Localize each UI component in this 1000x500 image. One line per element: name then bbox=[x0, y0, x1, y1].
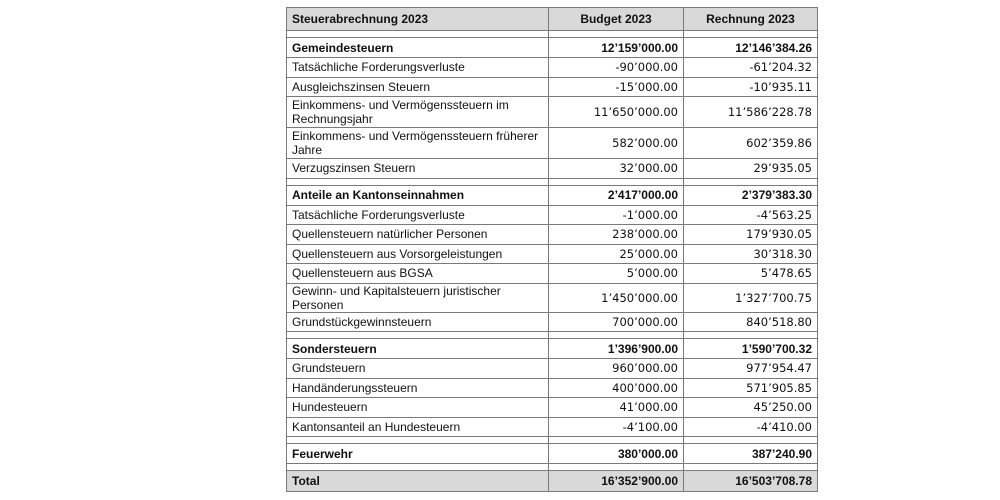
table-row bbox=[287, 417, 818, 437]
spacer-cell bbox=[684, 31, 818, 38]
row-budget: 582’000.00 bbox=[549, 128, 684, 159]
table-row bbox=[287, 312, 818, 332]
row-budget: 1’450’000.00 bbox=[549, 283, 684, 312]
table-row bbox=[287, 58, 818, 78]
group-title: Sondersteuern bbox=[287, 339, 549, 359]
table-body bbox=[287, 31, 818, 492]
header-budget: Budget 2023 bbox=[549, 8, 684, 31]
row-label: Grundsteuern bbox=[287, 359, 549, 379]
spacer-cell bbox=[287, 31, 549, 38]
group-budget: 1’396’900.00 bbox=[549, 339, 684, 359]
table-row bbox=[287, 283, 818, 312]
row-actual: 5’478.65 bbox=[684, 264, 818, 284]
row-budget: -15’000.00 bbox=[549, 77, 684, 97]
row-label: Verzugszinsen Steuern bbox=[287, 159, 549, 179]
spacer-cell bbox=[549, 332, 684, 339]
row-label: Grundstückgewinnsteuern bbox=[287, 312, 549, 332]
table-row bbox=[287, 97, 818, 128]
row-budget: 25’000.00 bbox=[549, 244, 684, 264]
spacer-cell bbox=[684, 178, 818, 185]
row-label: Tatsächliche Forderungsverluste bbox=[287, 205, 549, 225]
row-budget: 41’000.00 bbox=[549, 398, 684, 418]
row-actual: -4’410.00 bbox=[684, 417, 818, 437]
row-budget: -90’000.00 bbox=[549, 58, 684, 78]
group-row bbox=[287, 339, 818, 359]
tax-statement-table bbox=[286, 7, 818, 492]
group-row bbox=[287, 185, 818, 205]
row-actual: 45’250.00 bbox=[684, 398, 818, 418]
row-budget: -4’100.00 bbox=[549, 417, 684, 437]
group-title: Gemeindesteuern bbox=[287, 38, 549, 58]
row-actual: 11’586’228.78 bbox=[684, 97, 818, 128]
row-label: Quellensteuern aus Vorsorgeleistungen bbox=[287, 244, 549, 264]
table-row bbox=[287, 378, 818, 398]
group-row bbox=[287, 444, 818, 464]
spacer-cell bbox=[287, 332, 549, 339]
table-row bbox=[287, 264, 818, 284]
row-budget: 32’000.00 bbox=[549, 159, 684, 179]
row-actual: -61’204.32 bbox=[684, 58, 818, 78]
spacer-row bbox=[287, 31, 818, 38]
table-row bbox=[287, 205, 818, 225]
spacer-row bbox=[287, 178, 818, 185]
header-actual: Rechnung 2023 bbox=[684, 8, 818, 31]
table-row bbox=[287, 159, 818, 179]
spacer-cell bbox=[684, 332, 818, 339]
group-row bbox=[287, 38, 818, 58]
row-actual: 30’318.30 bbox=[684, 244, 818, 264]
spacer-cell bbox=[549, 31, 684, 38]
row-actual: -10’935.11 bbox=[684, 77, 818, 97]
row-actual: 977’954.47 bbox=[684, 359, 818, 379]
row-budget: 238’000.00 bbox=[549, 225, 684, 245]
total-row bbox=[287, 471, 818, 492]
row-budget: 400’000.00 bbox=[549, 378, 684, 398]
total-budget: 16’352’900.00 bbox=[549, 471, 684, 492]
row-actual: 571’905.85 bbox=[684, 378, 818, 398]
spacer-row bbox=[287, 464, 818, 471]
row-budget: 700’000.00 bbox=[549, 312, 684, 332]
row-budget: 5’000.00 bbox=[549, 264, 684, 284]
group-title: Feuerwehr bbox=[287, 444, 549, 464]
row-label: Einkommens- und Vermögenssteuern früherer Jahre bbox=[287, 128, 549, 159]
row-label: Einkommens- und Vermögenssteuern im Rechnungsjahr bbox=[287, 97, 549, 128]
header-row bbox=[287, 8, 818, 31]
total-actual: 16’503’708.78 bbox=[684, 471, 818, 492]
total-label: Total bbox=[287, 471, 549, 492]
table-row bbox=[287, 359, 818, 379]
table-row bbox=[287, 225, 818, 245]
row-label: Quellensteuern aus BGSA bbox=[287, 264, 549, 284]
spacer-cell bbox=[287, 464, 549, 471]
header-label: Steuerabrechnung 2023 bbox=[287, 8, 549, 31]
group-actual: 2’379’383.30 bbox=[684, 185, 818, 205]
row-label: Hundesteuern bbox=[287, 398, 549, 418]
spacer-cell bbox=[684, 437, 818, 444]
table-row bbox=[287, 398, 818, 418]
spacer-row bbox=[287, 437, 818, 444]
spacer-cell bbox=[684, 464, 818, 471]
row-label: Handänderungssteuern bbox=[287, 378, 549, 398]
group-budget: 380’000.00 bbox=[549, 444, 684, 464]
row-budget: -1’000.00 bbox=[549, 205, 684, 225]
spacer-cell bbox=[287, 437, 549, 444]
row-label: Quellensteuern natürlicher Personen bbox=[287, 225, 549, 245]
row-label: Tatsächliche Forderungsverluste bbox=[287, 58, 549, 78]
row-actual: 29’935.05 bbox=[684, 159, 818, 179]
table-row bbox=[287, 244, 818, 264]
row-label: Ausgleichszinsen Steuern bbox=[287, 77, 549, 97]
group-actual: 12’146’384.26 bbox=[684, 38, 818, 58]
row-budget: 960’000.00 bbox=[549, 359, 684, 379]
row-actual: -4’563.25 bbox=[684, 205, 818, 225]
group-budget: 2’417’000.00 bbox=[549, 185, 684, 205]
spacer-cell bbox=[549, 178, 684, 185]
group-actual: 387’240.90 bbox=[684, 444, 818, 464]
row-label: Kantonsanteil an Hundesteuern bbox=[287, 417, 549, 437]
table-row bbox=[287, 128, 818, 159]
row-budget: 11’650’000.00 bbox=[549, 97, 684, 128]
spacer-cell bbox=[287, 178, 549, 185]
spacer-cell bbox=[549, 437, 684, 444]
table-row bbox=[287, 77, 818, 97]
spacer-row bbox=[287, 332, 818, 339]
spacer-cell bbox=[549, 464, 684, 471]
row-actual: 179’930.05 bbox=[684, 225, 818, 245]
group-actual: 1’590’700.32 bbox=[684, 339, 818, 359]
row-actual: 840’518.80 bbox=[684, 312, 818, 332]
group-title: Anteile an Kantonseinnahmen bbox=[287, 185, 549, 205]
row-actual: 602’359.86 bbox=[684, 128, 818, 159]
row-label: Gewinn- und Kapitalsteuern juristischer Personen bbox=[287, 283, 549, 312]
row-actual: 1’327’700.75 bbox=[684, 283, 818, 312]
group-budget: 12’159’000.00 bbox=[549, 38, 684, 58]
